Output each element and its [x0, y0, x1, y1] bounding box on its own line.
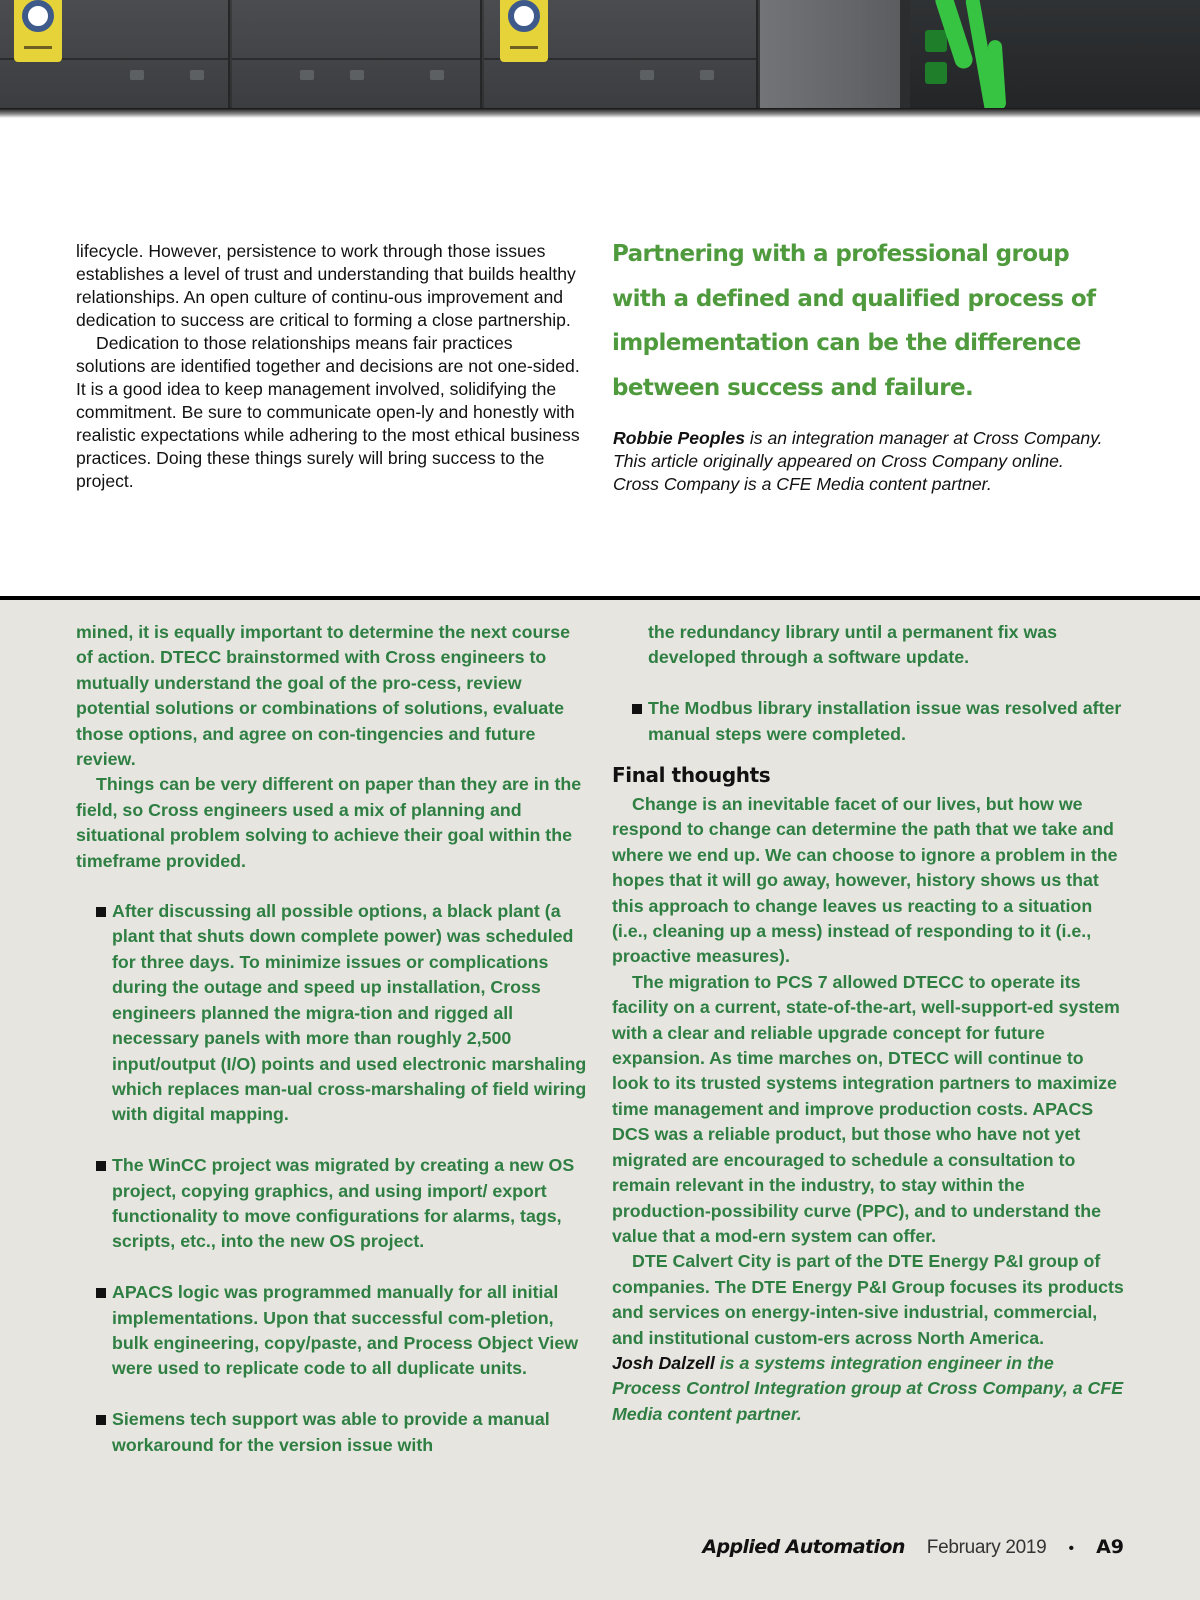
sidebar-paragraph: Things can be very different on paper than they are in the field, so Cross engineers used a mix of planning and situational problem solving to achieve their goal within the timeframe provided. — [76, 774, 582, 871]
list-item — [76, 1153, 588, 1255]
bullet-list — [612, 620, 1124, 747]
list-item-text: The Modbus library installation issue was resolved after manual steps were completed. — [648, 698, 1122, 744]
author-bio — [613, 427, 1113, 496]
network-connector-icon — [925, 62, 947, 84]
bullet-square-icon — [96, 1415, 106, 1425]
header-photo — [0, 0, 1200, 118]
list-item — [76, 1407, 588, 1458]
panel-latch-icon — [130, 70, 144, 80]
sidebar-paragraph: mined, it is equally important to determine the next course of action. DTECC brainstormed with Cross engineers to mutually understand the goal of the pro-cess, review potential solutions or combinations of solutions, evaluate those options, and agree on con-tingencies and future review. — [76, 622, 571, 770]
panel-latch-icon — [430, 70, 444, 80]
list-item-text: The WinCC project was migrated by creating a new OS project, copying graphics, and using import/ export functionality to move configurations for alarms, tags, scripts, etc., into the new OS project. — [112, 1155, 575, 1252]
author-name: Robbie Peoples — [613, 428, 745, 448]
section-heading: Final thoughts — [612, 763, 771, 788]
control-cabinet-panel — [232, 0, 482, 108]
equipment-label-icon — [14, 0, 62, 62]
footer-separator: • — [1068, 1540, 1075, 1557]
bullet-list — [76, 899, 588, 1458]
sidebar-column-right — [612, 620, 1124, 1427]
list-item-text: Siemens tech support was able to provide a manual workaround for the version issue with — [112, 1409, 550, 1455]
article-paragraph: Dedication to those relationships means fair practices solutions are identified together and decisions are not one-sided. It is a good idea to keep management involved, solidifying the commitment. Be sure to communicate open-ly and honestly with realistic expectations while adhering to the most ethical business practices. Doing these things surely will bring success to the project. — [76, 333, 580, 491]
panel-latch-icon — [190, 70, 204, 80]
author-name: Josh Dalzell — [612, 1352, 715, 1373]
bullet-square-icon — [96, 1161, 106, 1171]
author-bio-text: is an integration manager at Cross Company. This article originally appeared on Cross Company online. Cross Company is a CFE Media content partner. — [613, 428, 1103, 494]
panel-latch-icon — [300, 70, 314, 80]
list-item — [76, 899, 588, 1128]
page-number: A9 — [1096, 1536, 1124, 1558]
publication-name: Applied Automation — [702, 1536, 905, 1558]
article-paragraph: lifecycle. However, persistence to work through those issues establishes a level of trust and understanding that builds healthy relationships. An open culture of continu-ous improvement and dedication to success are critical to forming a close partnership. — [76, 241, 576, 330]
author-bio — [612, 1351, 1124, 1427]
pull-quote: Partnering with a professional group with a defined and qualified process of implementation can be the difference between success and failure. — [612, 241, 1096, 401]
cabinet-door — [760, 0, 900, 108]
author-bio-text: is a systems integration engineer in the Process Control Integration group at Cross Company, a CFE Media content partner. — [612, 1352, 1124, 1424]
sidebar-paragraph: DTE Calvert City is part of the DTE Energy P&I group of companies. The DTE Energy P&I Group focuses its products and services on energy-inten-sive industrial, commercial, and institutional custom-ers across North America. — [612, 1251, 1124, 1348]
article-body-left — [76, 240, 586, 493]
panel-latch-icon — [640, 70, 654, 80]
list-item-text: APACS logic was programmed manually for all initial implementations. Upon that successful com-pletion, bulk engineering, copy/paste, and Process Object View were used to replicate code to all duplicate units. — [112, 1282, 579, 1379]
case-study-sidebar — [0, 596, 1200, 1600]
list-item — [76, 1280, 588, 1382]
cabinet-door-edge — [900, 0, 910, 108]
sidebar-paragraph: The migration to PCS 7 allowed DTECC to operate its facility on a current, state-of-the-art, well-support-ed system with a clear and reliable upgrade concept for future expansion. As time marches on, DTECC will continue to look to its trusted systems integration partners to maximize time management and improve production costs. APACS DCS was a reliable product, but those who have not yet migrated are encouraged to schedule a consultation to remain relevant in the industry, to stay within the production-possibility curve (PPC), and to understand the value that a mod-ern system can offer. — [612, 971, 1120, 1246]
photo-bottom-edge — [0, 108, 1200, 118]
list-item — [612, 696, 1124, 747]
sidebar-paragraph: Change is an inevitable facet of our lives, but how we respond to change can determine the path that we take and where we end up. We can choose to ignore a problem in the hopes that it will go away, however, history shows us that this approach to change leaves us reacting to a situation (i.e., cleaning up a mess) instead of responding to it (i.e., proactive measures). — [612, 794, 1118, 967]
issue-date: February 2019 — [926, 1537, 1047, 1558]
page-footer — [702, 1536, 1124, 1564]
sidebar-column-left — [76, 620, 588, 1483]
panel-latch-icon — [700, 70, 714, 80]
list-item-continued — [612, 620, 1124, 671]
bullet-square-icon — [632, 704, 642, 714]
bullet-square-icon — [96, 1288, 106, 1298]
panel-latch-icon — [350, 70, 364, 80]
equipment-label-icon — [500, 0, 548, 62]
bullet-square-icon — [96, 907, 106, 917]
list-item-text: After discussing all possible options, a black plant (a plant that shuts down complete power) was scheduled for three days. To minimize issues or complications during the outage and speed up installation, Cross engineers planned the migra-tion and rigged all necessary panels with more than roughly 2,500 input/output (I/O) points and used electronic marshaling which replaces man-ual cross-marshaling of field wiring with digital mapping. — [112, 901, 587, 1125]
list-item-text: the redundancy library until a permanent fix was developed through a software update. — [648, 622, 1058, 668]
network-connector-icon — [925, 30, 947, 52]
